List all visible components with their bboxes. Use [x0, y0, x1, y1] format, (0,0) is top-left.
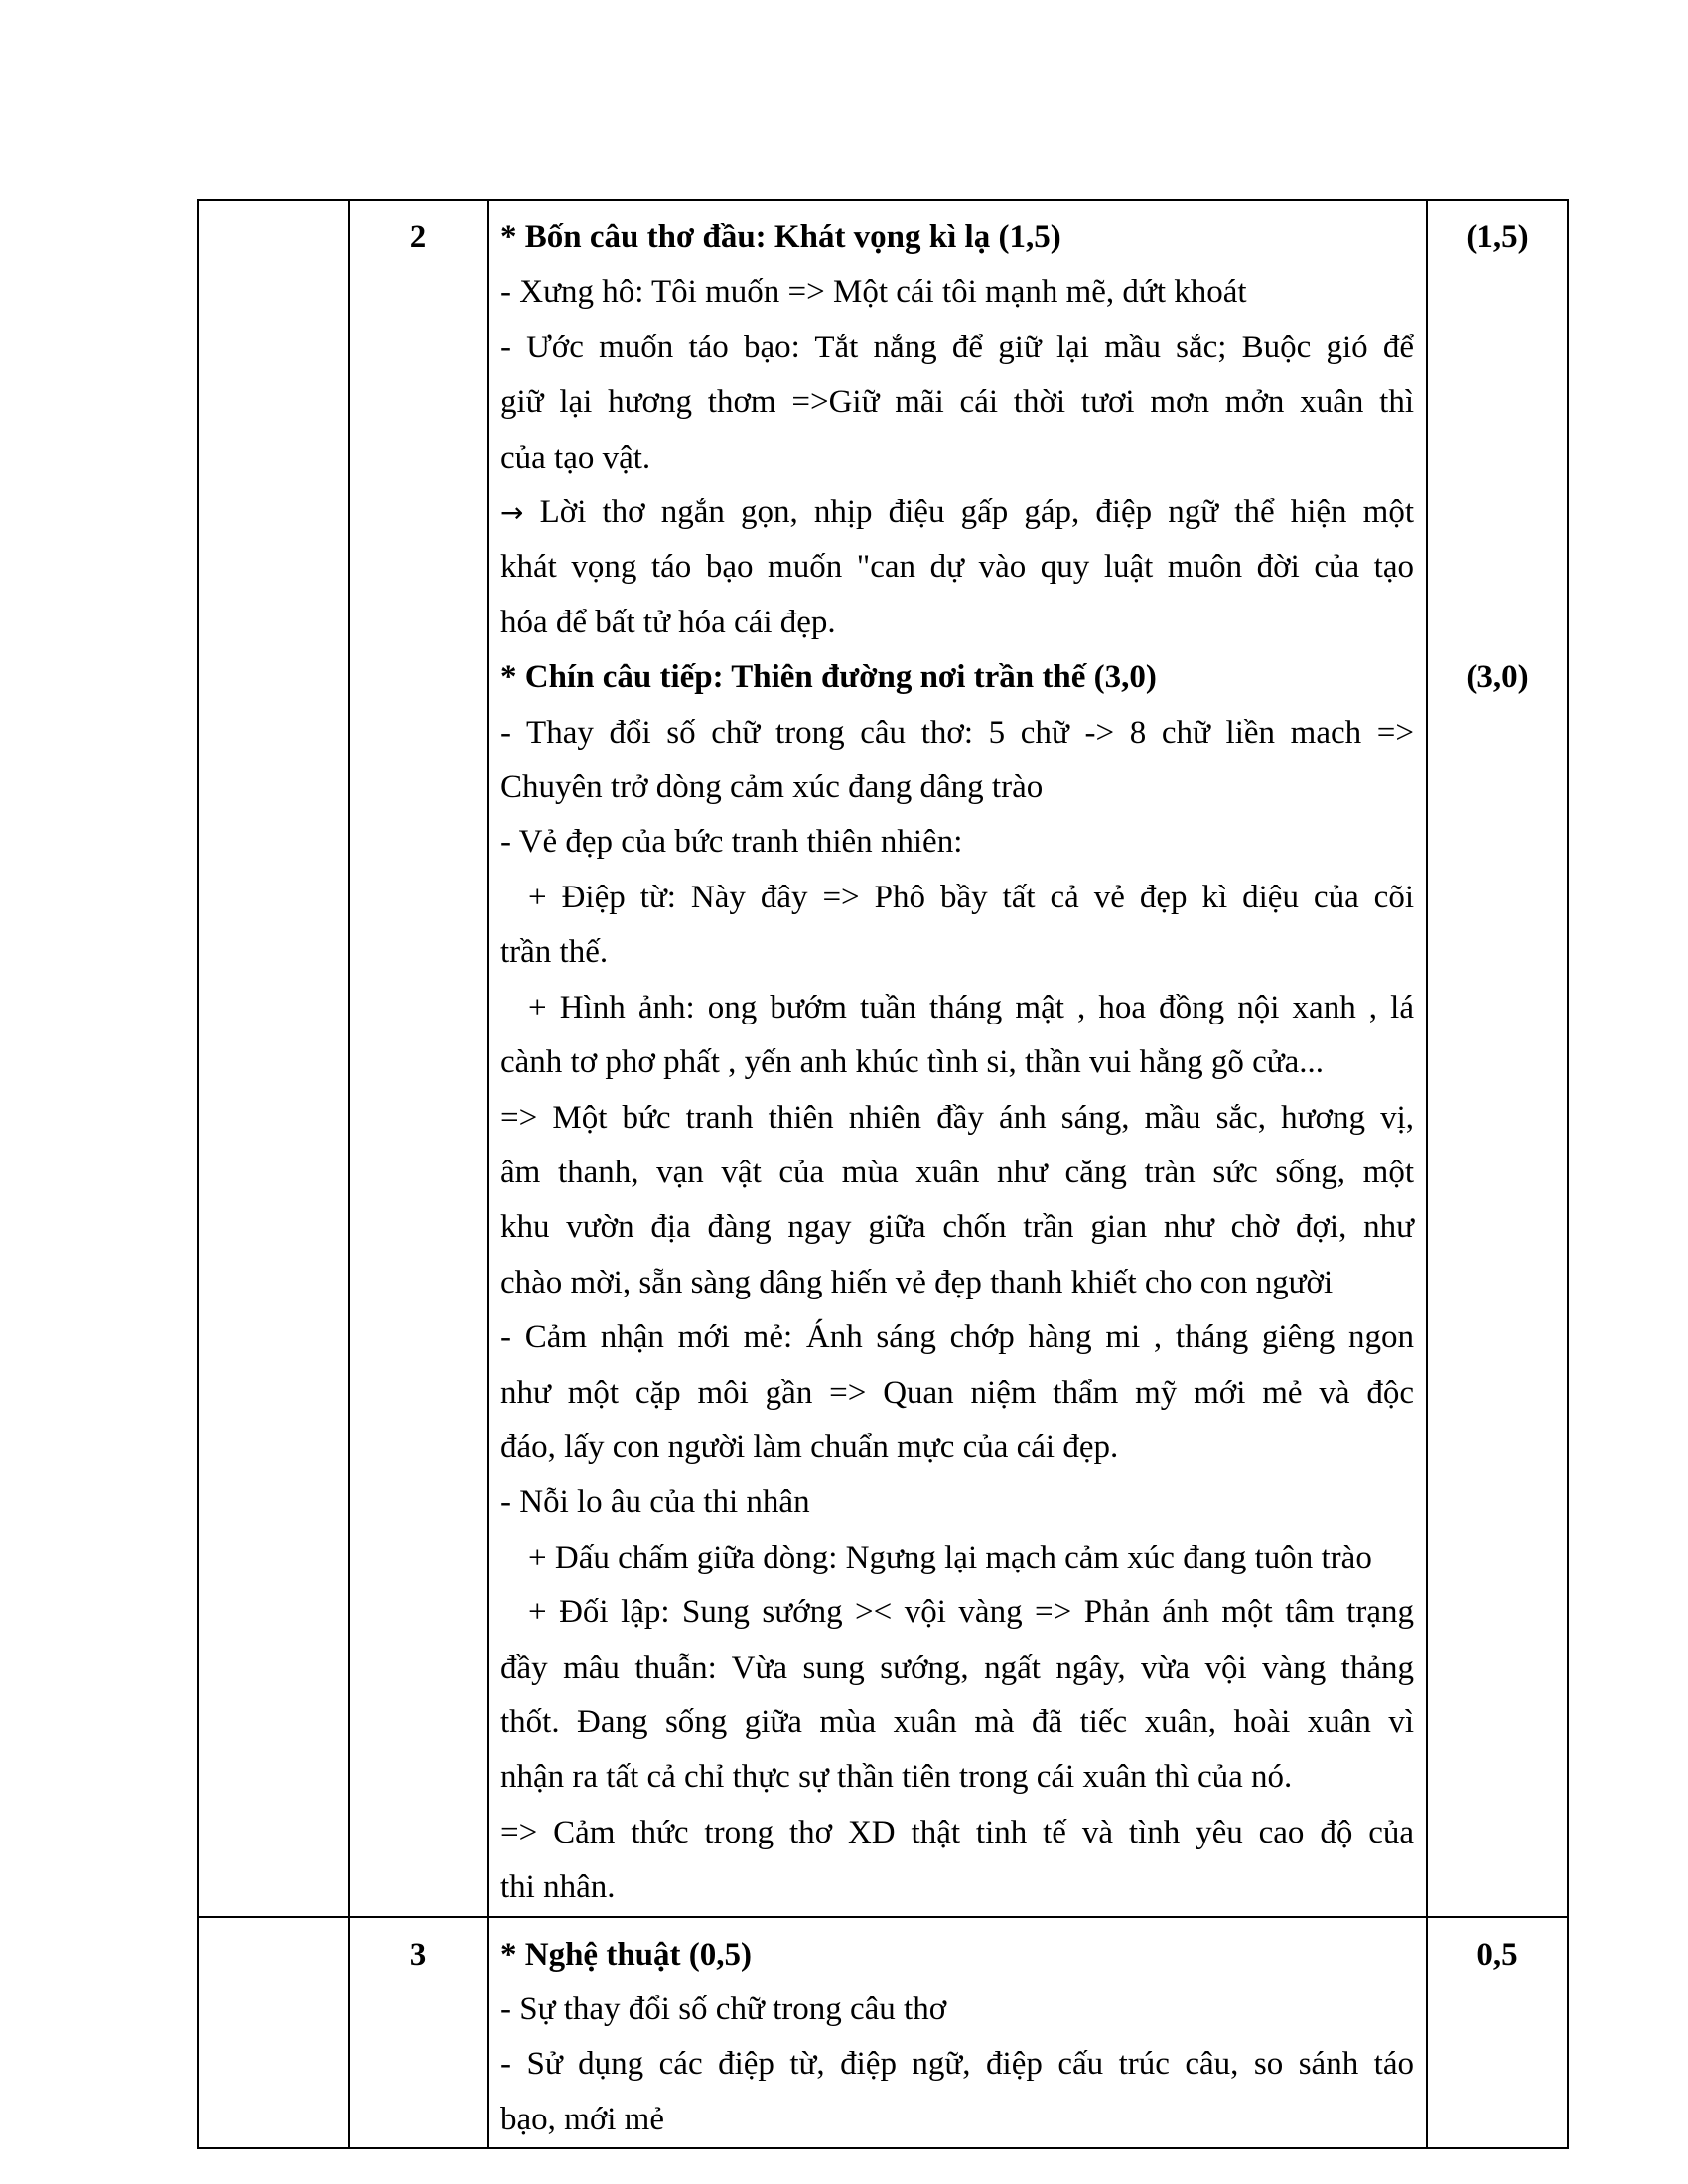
content-line: khát vọng táo bạo muốn "can dự vào quy luật muôn đời của tạo: [500, 549, 1414, 586]
question-number: 3: [349, 1917, 488, 2149]
content-line: - Thay đổi số chữ trong câu thơ: 5 chữ -> 8 chữ liền mach =>: [500, 714, 1414, 751]
content-line: + Dấu chấm giữa dòng: Ngưng lại mạch cảm xúc đang tuôn trào: [528, 1539, 1372, 1575]
content-line: → Lời thơ ngắn gọn, nhịp điệu gấp gáp, điệp ngữ thể hiện một: [500, 494, 1414, 531]
section-score: 0,5: [1477, 1936, 1518, 1973]
section-heading: * Bốn câu thơ đầu: Khát vọng kì lạ (1,5): [500, 219, 1061, 255]
section-score: (1,5): [1466, 219, 1529, 255]
section-score: (3,0): [1466, 659, 1529, 696]
section-heading: * Nghệ thuật (0,5): [500, 1936, 752, 1973]
content-line: => Cảm thức trong thơ XD thật tinh tế và tình yêu cao độ của: [500, 1814, 1414, 1850]
content-line: trần thế.: [500, 934, 609, 971]
content-line: + Đối lập: Sung sướng >< vội vàng => Phản ánh một tâm trạng: [528, 1594, 1414, 1631]
content-line: đáo, lấy con người làm chuẩn mực của cái đẹp.: [500, 1429, 1119, 1465]
blank-cell: [198, 1917, 349, 2149]
content-line: - Sử dụng các điệp từ, điệp ngữ, điệp cấu trúc câu, so sánh táo: [500, 2046, 1414, 2083]
content-line: => Một bức tranh thiên nhiên đầy ánh sáng, mầu sắc, hương vị,: [500, 1099, 1414, 1136]
table-row: [198, 1917, 1568, 2149]
content-line: giữ lại hương thơm =>Giữ mãi cái thời tươi mơn mởn xuân thì: [500, 384, 1414, 421]
content-line: - Cảm nhận mới mẻ: Ánh sáng chớp hàng mi , tháng giêng ngon: [500, 1319, 1414, 1356]
question-number: 2: [349, 200, 488, 1917]
content-line: - Vẻ đẹp của bức tranh thiên nhiên:: [500, 824, 963, 861]
content-line: bạo, mới mẻ: [500, 2101, 664, 2137]
content-line: thi nhân.: [500, 1869, 616, 1906]
content-line: hóa để bất tử hóa cái đẹp.: [500, 604, 836, 640]
content-line: như một cặp môi gần => Quan niệm thẩm mỹ mới mẻ và độc: [500, 1374, 1414, 1411]
content-line: của tạo vật.: [500, 439, 651, 476]
arrow-icon: →: [500, 496, 524, 530]
answer-content: [488, 200, 1427, 1917]
table-body: [198, 200, 1568, 2148]
content-line: chào mời, sẵn sàng dâng hiến vẻ đẹp thanh khiết cho con người: [500, 1264, 1334, 1300]
section-heading: * Chín câu tiếp: Thiên đường nơi trần thế (3,0): [500, 659, 1157, 696]
content-line: - Nỗi lo âu của thi nhân: [500, 1484, 810, 1521]
score-spacer: [1428, 265, 1567, 650]
grading-table: [197, 199, 1569, 2149]
content-line: - Sự thay đổi số chữ trong câu thơ: [500, 1991, 947, 2027]
content-line: âm thanh, vạn vật của mùa xuân như căng tràn sức sống, một: [500, 1154, 1414, 1190]
content-line: cành tơ phơ phất , yến anh khúc tình si, thần vui hằng gõ cửa...: [500, 1044, 1325, 1081]
content-line: khu vườn địa đàng ngay giữa chốn trần gian như chờ đợi, như: [500, 1209, 1414, 1246]
content-line: thốt. Đang sống giữa mùa xuân mà đã tiếc xuân, hoài xuân vì: [500, 1704, 1414, 1740]
content-line: nhận ra tất cả chỉ thực sự thần tiên trong cái xuân thì của nó.: [500, 1759, 1293, 1796]
score-cell: [1427, 1917, 1568, 2149]
content-line: + Hình ảnh: ong bướm tuần tháng mật , hoa đồng nội xanh , lá: [528, 989, 1414, 1025]
content-line: - Xưng hô: Tôi muốn => Một cái tôi mạnh mẽ, dứt khoát: [500, 274, 1247, 311]
blank-cell: [198, 200, 349, 1917]
content-line: - Ước muốn táo bạo: Tắt nắng để giữ lại mầu sắc; Buộc gió để: [500, 329, 1414, 365]
table-row: [198, 200, 1568, 1917]
content-line: đầy mâu thuẫn: Vừa sung sướng, ngất ngây, vừa vội vàng thảng: [500, 1649, 1414, 1686]
content-line: + Điệp từ: Này đây => Phô bầy tất cả vẻ đẹp kì diệu của cõi: [528, 879, 1414, 915]
score-cell: [1427, 200, 1568, 1917]
content-line: Chuyên trở dòng cảm xúc đang dâng trào: [500, 769, 1044, 806]
answer-content: [488, 1917, 1427, 2149]
